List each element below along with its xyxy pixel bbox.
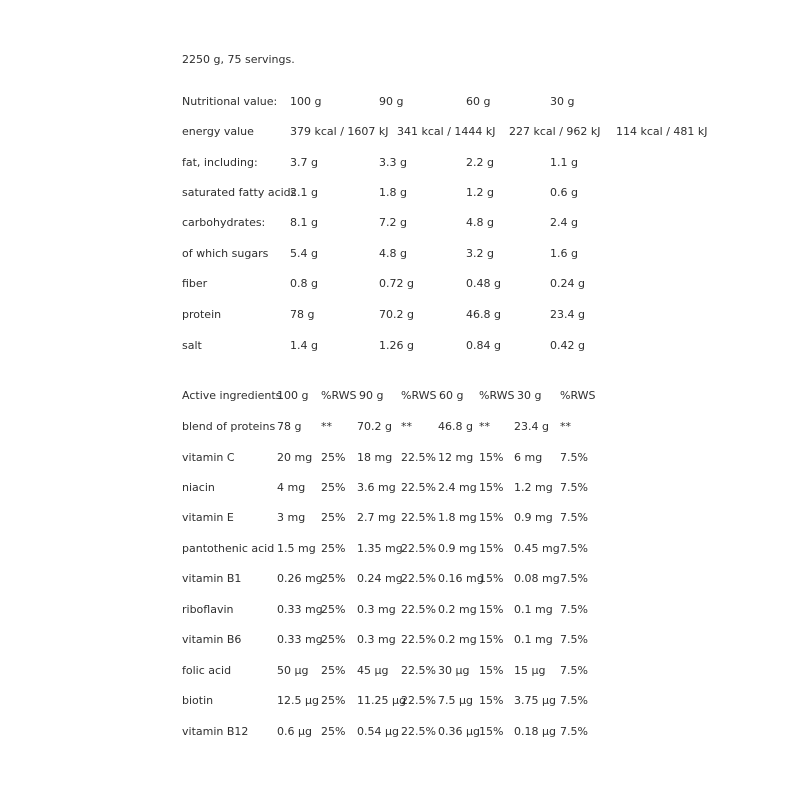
nutrient-value-100g: 379 kcal / 1607 kJ: [290, 125, 389, 138]
ingredient-value-60g: 0.2 mg: [438, 603, 477, 616]
ingredient-rws-90g: 22.5%: [401, 603, 436, 616]
nutrient-name: carbohydrates:: [182, 216, 266, 229]
active-header-row: [0, 388, 800, 404]
ingredient-rws-100g: 25%: [321, 633, 346, 646]
active-row: [0, 450, 800, 466]
ingredient-value-60g: 7.5 µg: [438, 694, 473, 707]
nutrition-header-90g: 90 g: [379, 95, 404, 108]
ingredient-value-90g: 18 mg: [357, 451, 393, 464]
nutrient-value-30g: 23.4 g: [550, 308, 585, 321]
ingredient-value-90g: 3.6 mg: [357, 481, 396, 494]
ingredient-rws-100g: 25%: [321, 603, 346, 616]
active-row: [0, 663, 800, 679]
ingredient-rws-90g: 22.5%: [401, 511, 436, 524]
active-header-label: Active ingredients: [182, 389, 282, 402]
ingredient-rws-60g: 15%: [479, 694, 504, 707]
ingredient-value-90g: 2.7 mg: [357, 511, 396, 524]
ingredient-rws-90g: 22.5%: [401, 481, 436, 494]
ingredient-value-60g: 2.4 mg: [438, 481, 477, 494]
ingredient-rws-100g: **: [321, 420, 332, 433]
ingredient-value-60g: 0.2 mg: [438, 633, 477, 646]
nutrition-header-label: Nutritional value:: [182, 95, 278, 108]
ingredient-rws-100g: 25%: [321, 481, 346, 494]
ingredient-rws-60g: 15%: [479, 451, 504, 464]
ingredient-rws-30g: 7.5%: [560, 481, 588, 494]
nutrient-name: protein: [182, 308, 222, 321]
nutrition-row: [0, 124, 800, 140]
ingredient-value-100g: 3 mg: [277, 511, 306, 524]
ingredient-value-90g: 0.3 mg: [357, 603, 396, 616]
active-row: [0, 602, 800, 618]
nutrient-value-100g: 0.8 g: [290, 277, 318, 290]
ingredient-rws-60g: 15%: [479, 511, 504, 524]
nutrition-row: [0, 185, 800, 201]
nutrient-value-30g: 0.24 g: [550, 277, 585, 290]
ingredient-value-100g: 20 mg: [277, 451, 313, 464]
nutrient-value-60g: 4.8 g: [466, 216, 494, 229]
ingredient-name: folic acid: [182, 664, 232, 677]
ingredient-value-60g: 30 µg: [438, 664, 470, 677]
ingredient-rws-30g: 7.5%: [560, 694, 588, 707]
active-row: [0, 510, 800, 526]
nutrient-value-60g: 227 kcal / 962 kJ: [509, 125, 601, 138]
active-header-rws: %RWS: [401, 389, 437, 402]
ingredient-rws-90g: 22.5%: [401, 542, 436, 555]
nutrient-value-90g: 1.26 g: [379, 339, 414, 352]
nutrient-value-30g: 0.6 g: [550, 186, 578, 199]
active-header-60g: 60 g: [439, 389, 464, 402]
nutrient-value-60g: 46.8 g: [466, 308, 501, 321]
ingredient-value-60g: 0.16 mg: [438, 572, 484, 585]
nutrition-header-60g: 60 g: [466, 95, 491, 108]
nutrient-value-60g: 0.48 g: [466, 277, 501, 290]
ingredient-value-100g: 78 g: [277, 420, 302, 433]
ingredient-value-30g: 0.18 µg: [514, 725, 556, 738]
nutrient-value-30g: 2.4 g: [550, 216, 578, 229]
nutrient-value-90g: 0.72 g: [379, 277, 414, 290]
nutrient-value-100g: 2.1 g: [290, 186, 318, 199]
nutrient-value-90g: 341 kcal / 1444 kJ: [397, 125, 496, 138]
ingredient-rws-60g: **: [479, 420, 490, 433]
ingredient-value-90g: 0.3 mg: [357, 633, 396, 646]
ingredient-value-100g: 4 mg: [277, 481, 306, 494]
nutrition-row: [0, 246, 800, 262]
ingredient-value-60g: 12 mg: [438, 451, 474, 464]
nutrient-value-90g: 70.2 g: [379, 308, 414, 321]
nutrient-value-30g: 1.6 g: [550, 247, 578, 260]
ingredient-value-90g: 0.24 mg: [357, 572, 403, 585]
ingredient-value-60g: 46.8 g: [438, 420, 473, 433]
active-header-100g: 100 g: [277, 389, 309, 402]
nutrition-row: [0, 155, 800, 171]
ingredient-value-30g: 23.4 g: [514, 420, 549, 433]
ingredient-name: vitamin E: [182, 511, 234, 524]
active-header-rws: %RWS: [321, 389, 357, 402]
active-header-rws: %RWS: [560, 389, 596, 402]
ingredient-rws-30g: 7.5%: [560, 603, 588, 616]
nutrition-header-30g: 30 g: [550, 95, 575, 108]
ingredient-value-60g: 0.36 µg: [438, 725, 480, 738]
ingredient-rws-30g: 7.5%: [560, 725, 588, 738]
ingredient-rws-90g: 22.5%: [401, 572, 436, 585]
active-row: [0, 693, 800, 709]
ingredient-rws-90g: 22.5%: [401, 451, 436, 464]
nutrient-value-100g: 1.4 g: [290, 339, 318, 352]
nutrient-name: saturated fatty acids: [182, 186, 297, 199]
nutrient-value-100g: 3.7 g: [290, 156, 318, 169]
active-row: [0, 419, 800, 435]
ingredient-rws-100g: 25%: [321, 542, 346, 555]
ingredient-rws-90g: 22.5%: [401, 725, 436, 738]
nutrient-value-100g: 78 g: [290, 308, 315, 321]
nutrient-value-60g: 0.84 g: [466, 339, 501, 352]
ingredient-value-90g: 70.2 g: [357, 420, 392, 433]
ingredient-rws-30g: 7.5%: [560, 451, 588, 464]
ingredient-rws-90g: 22.5%: [401, 664, 436, 677]
active-header-90g: 90 g: [359, 389, 384, 402]
ingredient-rws-60g: 15%: [479, 664, 504, 677]
nutrient-value-30g: 0.42 g: [550, 339, 585, 352]
ingredient-value-30g: 15 µg: [514, 664, 546, 677]
ingredient-value-30g: 6 mg: [514, 451, 543, 464]
ingredient-rws-30g: **: [560, 420, 571, 433]
nutrient-name: energy value: [182, 125, 254, 138]
nutrient-value-100g: 5.4 g: [290, 247, 318, 260]
serving-info: 2250 g, 75 servings.: [182, 53, 295, 66]
ingredient-name: vitamin B6: [182, 633, 242, 646]
ingredient-name: niacin: [182, 481, 215, 494]
ingredient-rws-60g: 15%: [479, 542, 504, 555]
ingredient-value-100g: 1.5 mg: [277, 542, 316, 555]
ingredient-rws-30g: 7.5%: [560, 511, 588, 524]
ingredient-rws-30g: 7.5%: [560, 633, 588, 646]
active-row: [0, 571, 800, 587]
ingredient-name: vitamin B1: [182, 572, 242, 585]
ingredient-value-90g: 0.54 µg: [357, 725, 399, 738]
nutrient-value-90g: 1.8 g: [379, 186, 407, 199]
ingredient-value-100g: 0.26 mg: [277, 572, 323, 585]
nutrition-row: [0, 276, 800, 292]
active-header-rws: %RWS: [479, 389, 515, 402]
ingredient-value-100g: 0.6 µg: [277, 725, 312, 738]
nutrient-name: salt: [182, 339, 202, 352]
nutrient-name: of which sugars: [182, 247, 269, 260]
ingredient-rws-100g: 25%: [321, 664, 346, 677]
ingredient-value-30g: 1.2 mg: [514, 481, 553, 494]
active-row: [0, 480, 800, 496]
ingredient-value-100g: 50 µg: [277, 664, 309, 677]
ingredient-rws-60g: 15%: [479, 603, 504, 616]
ingredient-rws-60g: 15%: [479, 572, 504, 585]
ingredient-name: vitamin B12: [182, 725, 249, 738]
ingredient-rws-90g: 22.5%: [401, 633, 436, 646]
ingredient-rws-30g: 7.5%: [560, 542, 588, 555]
ingredient-rws-30g: 7.5%: [560, 664, 588, 677]
ingredient-rws-60g: 15%: [479, 725, 504, 738]
ingredient-name: riboflavin: [182, 603, 234, 616]
ingredient-name: pantothenic acid: [182, 542, 275, 555]
ingredient-value-100g: 0.33 mg: [277, 633, 323, 646]
ingredient-value-30g: 3.75 µg: [514, 694, 556, 707]
active-row: [0, 632, 800, 648]
ingredient-rws-30g: 7.5%: [560, 572, 588, 585]
active-row: [0, 724, 800, 740]
ingredient-value-30g: 0.1 mg: [514, 603, 553, 616]
nutrient-value-100g: 8.1 g: [290, 216, 318, 229]
ingredient-value-90g: 1.35 mg: [357, 542, 403, 555]
ingredient-name: vitamin C: [182, 451, 235, 464]
ingredient-name: blend of proteins: [182, 420, 276, 433]
ingredient-rws-100g: 25%: [321, 694, 346, 707]
ingredient-rws-100g: 25%: [321, 725, 346, 738]
ingredient-value-30g: 0.08 mg: [514, 572, 560, 585]
ingredient-rws-60g: 15%: [479, 633, 504, 646]
ingredient-value-60g: 0.9 mg: [438, 542, 477, 555]
ingredient-value-90g: 45 µg: [357, 664, 389, 677]
ingredient-value-90g: 11.25 µg: [357, 694, 406, 707]
ingredient-value-60g: 1.8 mg: [438, 511, 477, 524]
nutrient-value-90g: 3.3 g: [379, 156, 407, 169]
ingredient-name: biotin: [182, 694, 214, 707]
ingredient-rws-90g: 22.5%: [401, 694, 436, 707]
active-header-30g: 30 g: [517, 389, 542, 402]
ingredient-rws-100g: 25%: [321, 572, 346, 585]
active-row: [0, 541, 800, 557]
nutrition-header-row: [0, 94, 800, 110]
nutrition-row: [0, 338, 800, 354]
ingredient-value-30g: 0.9 mg: [514, 511, 553, 524]
ingredient-value-100g: 12.5 µg: [277, 694, 319, 707]
ingredient-value-30g: 0.45 mg: [514, 542, 560, 555]
ingredient-value-100g: 0.33 mg: [277, 603, 323, 616]
ingredient-rws-100g: 25%: [321, 511, 346, 524]
nutrition-header-100g: 100 g: [290, 95, 322, 108]
nutrient-value-60g: 2.2 g: [466, 156, 494, 169]
nutrition-row: [0, 215, 800, 231]
nutrition-row: [0, 307, 800, 323]
nutrient-name: fat, including:: [182, 156, 258, 169]
nutrient-value-60g: 3.2 g: [466, 247, 494, 260]
ingredient-rws-60g: 15%: [479, 481, 504, 494]
ingredient-value-30g: 0.1 mg: [514, 633, 553, 646]
nutrient-value-30g: 1.1 g: [550, 156, 578, 169]
ingredient-rws-100g: 25%: [321, 451, 346, 464]
nutrient-value-90g: 7.2 g: [379, 216, 407, 229]
nutrient-value-30g: 114 kcal / 481 kJ: [616, 125, 708, 138]
ingredient-rws-90g: **: [401, 420, 412, 433]
nutrient-value-60g: 1.2 g: [466, 186, 494, 199]
nutrient-name: fiber: [182, 277, 208, 290]
nutrient-value-90g: 4.8 g: [379, 247, 407, 260]
